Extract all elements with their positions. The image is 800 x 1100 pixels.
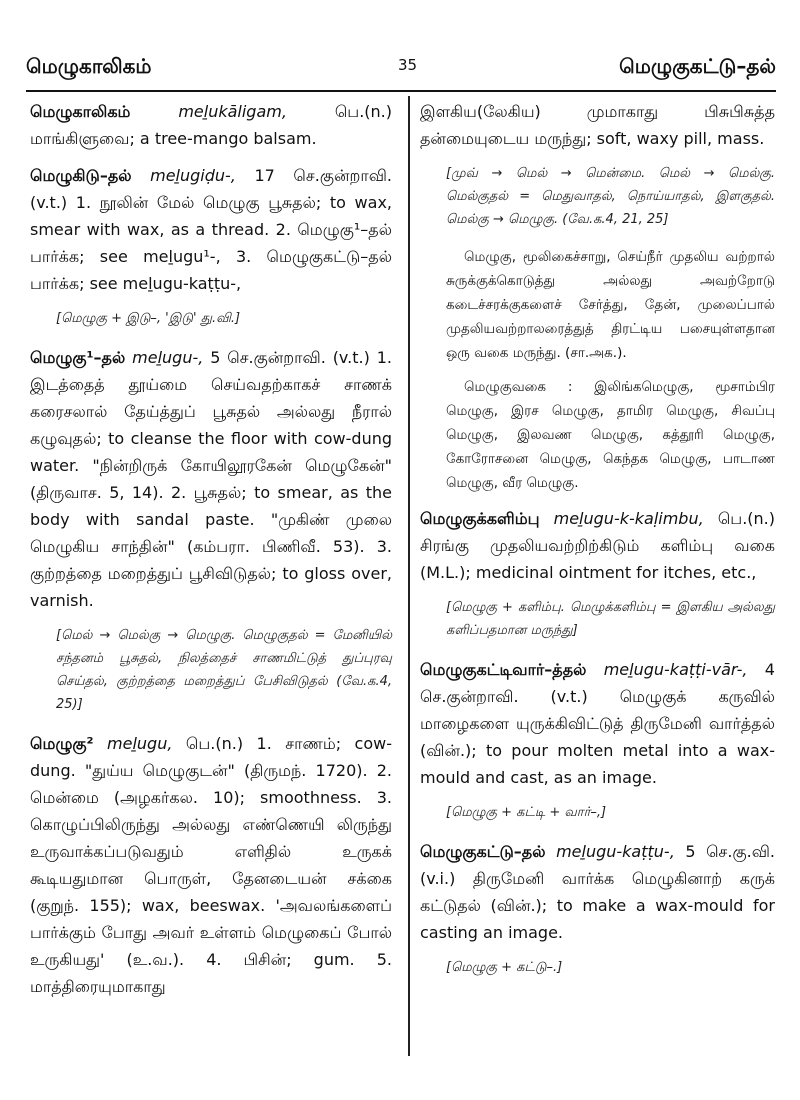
entry-headword: மெழுகு¹–தல்	[30, 348, 126, 367]
explanatory-note: மெழுகுவகை : இலிங்கமெழுகு, மூசாம்பிர மெழுகு, இரச மெழுகு, தாமிர மெழுகு, சிவப்பு மெழுகு, இலவண மெழுகு, கத்தூரி மெழுகு, கோரோசனை மெழுகு, கெந்தக மெழுகு, பாடாண மெழுகு, வீர மெழுகு.	[446, 379, 775, 491]
page-number: 35	[398, 56, 418, 74]
column-divider	[408, 96, 410, 1056]
entry-headword: மெழுகுக்களிம்பு	[420, 509, 540, 528]
dictionary-entry	[420, 505, 775, 642]
entry-headword: மெழுகாலிகம்	[30, 102, 131, 121]
entry-body: பெ.(n.) மாங்கிளுவை; a tree-mango balsam.	[30, 102, 392, 148]
etymology-note: [மெழுகு + கட்டு–.]	[446, 960, 563, 975]
entry-transliteration: meḻugu-,	[132, 348, 204, 367]
dictionary-entry	[30, 344, 392, 716]
entry-headword: மெழுகுகட்டிவார்–த்தல்	[420, 660, 587, 679]
etymology-note: [முவ் → மெல் → மென்மை. மெல் → மெல்கு. மெல்குதல் = மெதுவாதல், நொய்யாதல், இளகுதல். மெல்கு → மெழுகு. (வே.க.4, 21, 25]	[446, 166, 775, 227]
entry-body: 17 செ.குன்றாவி. (v.t.) 1. நூலின் மேல் மெழுகு பூசுதல்; to wax, smear with wax, as a thread. 2. மெழுகு¹–தல் பார்க்க; see meḻugu¹-, 3. மெழுகுகட்டு–தல் பார்க்க; see meḻugu-kaṭṭu-,	[30, 166, 393, 293]
entry-body: பெ.(n.) 1. சாணம்; cow-dung. "துய்ய மெழுகுடன்" (திருமந். 1720). 2. மென்மை (அழகர்கல. 10); smoothness. 3. கொழுப்பிலிருந்து அல்லது எண்ணெயி லிருந்து உருவாக்கப்படுவதும் எளிதில் உருகக் கூடியதுமான பொருள், தேனடையன் சக்கை (குறுந். 155); wax, beeswax. 'அவலங்களைப் பார்க்கும் போது அவர் உள்ளம் மெழுகைப் போல் உருகியது' (உ.வ.). 4. பிசின்; gum. 5. மாத்திரையுமாகாது	[30, 734, 392, 996]
header-guide-word-left: மெழுகாலிகம்	[26, 54, 152, 78]
entry-body: பெ.(n.) சிரங்கு முதலியவற்றிற்கிடும் களிம்பு வகை (M.L.); medicinal ointment for itches, etc.,	[420, 509, 775, 582]
entry-body: இளகிய(லேகிய) முமாகாது பிசுபிசுத்த தன்மையுடைய மருந்து; soft, waxy pill, mass.	[420, 102, 775, 148]
etymology-note: [மெழுகு + களிம்பு. மெழுக்களிம்பு = இளகிய அல்லது களிப்பதமான மருந்து]	[446, 600, 775, 638]
entry-body: 5 செ.குன்றாவி. (v.t.) 1. இடத்தைத் தூய்மை செய்வதற்காகச் சாணக் கரைசலால் தேய்த்துப் பூசுதல் அல்லது நீரால் கழுவுதல்; to cleanse the floor with cow-dung water. "நின்றிருக் கோயிலூரகேன் மெழுகேன்" (திருவாச. 5, 14). 2. பூசுதல்; to smear, as the body with sandal paste. "முகிண் முலை மெழுகிய சாந்தின்" (கம்பரா. பிணிவீ. 53). 3. குற்றத்தை மறைத்துப் பூசிவிடுதல்; to gloss over, varnish.	[30, 348, 392, 610]
entry-transliteration: meḻugu-k-kaḷimbu,	[553, 509, 704, 528]
dictionary-entry	[420, 838, 775, 979]
entry-headword: மெழுகிடு–தல்	[30, 166, 132, 185]
dictionary-entry	[30, 162, 392, 330]
dictionary-entry	[30, 730, 392, 1000]
page-header	[26, 54, 776, 84]
right-column	[420, 98, 775, 993]
entry-body: 5 செ.கு.வி. (v.i.) திருமேனி வார்க்க மெழுகினாற் கருக் கட்டுதல் (வின்.); to make a wax-mould for casting an image.	[420, 842, 776, 942]
entry-transliteration: meḻugu-kaṭṭu-,	[556, 842, 675, 861]
entry-transliteration: meḻugu-kaṭṭi-vār-,	[603, 660, 748, 679]
etymology-note: [மெல் → மெல்கு → மெழுகு. மெழுகுதல் = மேனியில் சந்தனம் பூசுதல், நிலத்தைச் சாணமிட்டுத் துப்புரவு செய்தல், குற்றத்தை மறைத்துப் பேசிவிடுதல் (வே.க.4, 25)]	[56, 628, 392, 712]
left-column	[30, 98, 392, 1010]
entry-transliteration: meḻugu,	[107, 734, 173, 753]
header-rule	[26, 90, 776, 92]
dictionary-entry	[30, 98, 392, 152]
dictionary-entry-continued	[420, 98, 775, 495]
header-guide-word-right: மெழுகுகட்டு–தல்	[619, 54, 776, 78]
etymology-note: [மெழுகு + கட்டி + வார்–,]	[446, 805, 607, 820]
entry-transliteration: meḻugiḍu-,	[150, 166, 236, 185]
etymology-note: [மெழுகு + இடு–, 'இடு' து.வி.]	[56, 311, 241, 326]
explanatory-note: மெழுகு, மூலிகைச்சாறு, செய்நீர் முதலிய வற்றால் சுருக்குக்கொடுத்து அல்லது அவற்றோடு கடைச்சரக்குகளைச் சேர்த்து, தேன், முலைப்பால் முதலியவற்றாலரைத்துத் திரட்டிய பசையுள்ளதான ஒரு வகை மருந்து. (சா.அக.).	[446, 249, 775, 361]
dictionary-entry	[420, 656, 775, 824]
entry-transliteration: meḻukāligam,	[178, 102, 287, 121]
entry-headword: மெழுகுகட்டு–தல்	[420, 842, 546, 861]
entry-headword: மெழுகு²	[30, 734, 94, 753]
entry-body: 4 செ.குன்றாவி. (v.t.) மெழுகுக் கருவில் மாழைகளை யுருக்கிவிட்டுத் திருமேனி வார்த்தல் (வின்.); to pour molten metal into a wax-mould and cast, as an image.	[420, 660, 775, 787]
